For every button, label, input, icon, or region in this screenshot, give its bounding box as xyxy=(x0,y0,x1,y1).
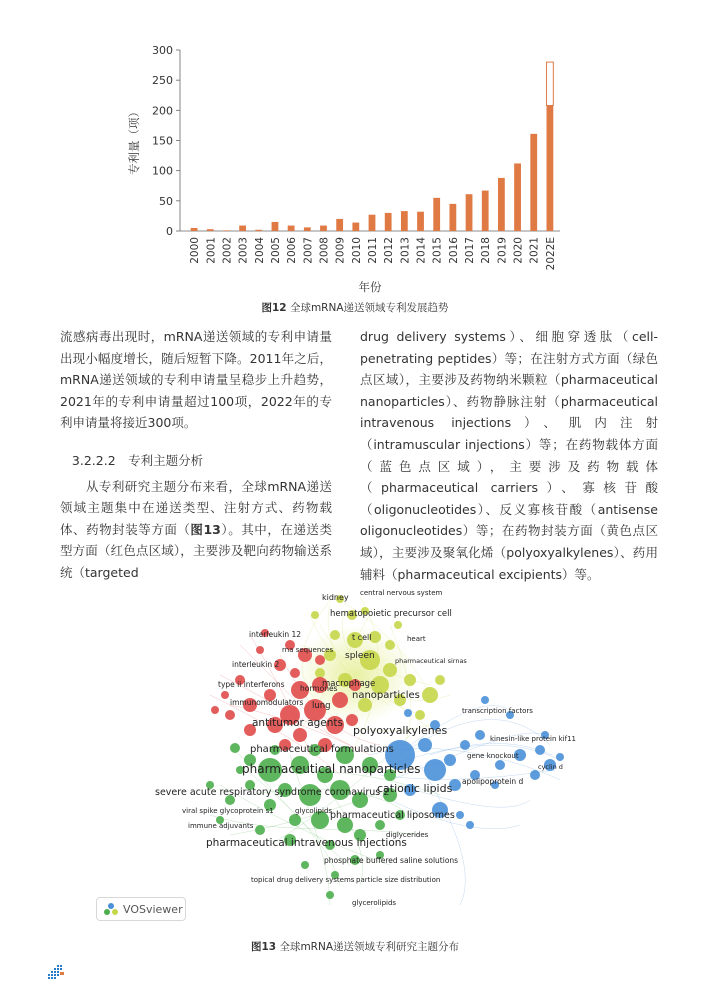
network-node xyxy=(456,811,464,819)
x-axis-label: 年份 xyxy=(358,280,382,294)
x-tick-label: 2018 xyxy=(480,237,493,264)
patent-trend-bar-chart xyxy=(120,35,580,300)
bar xyxy=(401,211,408,231)
node-label-kif11: kinesin-like protein kif11 xyxy=(490,735,576,743)
bar xyxy=(239,226,246,231)
network-node xyxy=(422,687,438,703)
figure12-caption xyxy=(0,300,710,315)
body-right-column xyxy=(360,326,658,585)
node-label-il12: interleukin 12 xyxy=(249,630,302,639)
network-node xyxy=(315,655,325,665)
bar xyxy=(498,178,505,231)
network-node xyxy=(375,820,385,830)
bar xyxy=(482,191,489,231)
network-node xyxy=(225,710,235,720)
node-label-glycolipids: glycolipids xyxy=(295,807,333,815)
network-node xyxy=(289,814,301,826)
y-tick-label: 150 xyxy=(152,134,173,148)
section-heading xyxy=(60,450,332,472)
node-label-glycerolipids: glycerolipids xyxy=(352,899,397,907)
x-tick-label: 2012 xyxy=(383,237,396,264)
network-node xyxy=(530,770,540,780)
network-node xyxy=(556,753,564,761)
x-tick-label: 2019 xyxy=(496,237,509,264)
x-tick-label: 2007 xyxy=(302,237,315,264)
node-label-geneko: gene knockout xyxy=(467,752,519,760)
left-paragraph-2b: ）。其中，在递送类型方面（红色点区域），主要涉及靶向药物输送系统（targeted xyxy=(60,521,332,580)
bar xyxy=(207,229,214,231)
node-label-macrophage: macrophage xyxy=(322,679,376,689)
network-node xyxy=(435,675,445,685)
network-node xyxy=(211,706,219,714)
node-label-cationic: cationic lipids xyxy=(377,782,453,795)
node-label-kidney: kidney xyxy=(322,593,349,602)
body-left-column xyxy=(60,326,332,584)
x-tick-label: 2002 xyxy=(221,237,234,264)
network-node xyxy=(311,611,319,619)
x-tick-label: 2020 xyxy=(512,237,525,264)
x-tick-label: 2016 xyxy=(447,237,460,264)
figure12-caption-label: 图12 xyxy=(261,302,287,314)
network-node xyxy=(481,696,489,704)
bar xyxy=(336,219,343,231)
bar xyxy=(433,198,440,231)
node-label-sars: severe acute respiratory syndrome coronavirus 2 xyxy=(155,787,390,798)
x-tick-label: 2008 xyxy=(318,237,331,264)
x-tick-label: 2015 xyxy=(431,237,444,264)
node-label-lung: lung xyxy=(312,701,331,711)
node-label-piv: pharmaceutical intravenous injections xyxy=(206,837,407,849)
node-label-pnano: pharmaceutical nanoparticles xyxy=(242,762,421,776)
node-label-sirnas: pharmaceutical sirnas xyxy=(395,657,467,665)
left-paragraph-1: 流感病毒出现时，mRNA递送领域的专利申请量出现小幅度增长，随后短暂下降。2011年之后，mRNA递送领域的专利申请量呈稳步上升趋势，2021年的专利申请量超过100项，2022年的专利申请量将接近300项。 xyxy=(60,329,332,431)
y-tick-label: 300 xyxy=(152,44,173,57)
network-node xyxy=(404,674,416,686)
bar xyxy=(352,223,359,231)
network-node xyxy=(404,709,412,717)
bar xyxy=(417,212,424,231)
node-label-diglyc: diglycerides xyxy=(386,831,429,839)
bar xyxy=(466,194,473,231)
right-paragraph: drug delivery systems）、细胞穿透肽（cell-penetrating peptides）等；在注射方式方面（绿色点区域），主要涉及药物纳米颗粒（pharmaceutical nanoparticles）、药物静脉注射（pharmaceutical intravenous injections）、肌内注射（intramuscular injections）等；在药物载体方面（蓝色点区域），主要涉及药物载体（pharmaceutical carriers）、寡核苷酸（oligonucleotides）、反义寡核苷酸（antisense oligonucleotides）等；在药物封装方面（黄色点区域），主要涉及聚氧化烯（polyoxyalkylenes）、药用辅料（pharmaceutical excipients）等。 xyxy=(360,329,658,582)
node-label-il2: interleukin 2 xyxy=(232,660,280,669)
network-node xyxy=(293,728,307,742)
y-tick-label: 200 xyxy=(152,104,173,118)
network-node xyxy=(290,668,300,678)
node-label-cns: central nervous system xyxy=(360,589,443,597)
vosviewer-logo-icon xyxy=(103,902,119,916)
node-label-cyclind: cyclin d xyxy=(538,763,563,771)
network-node xyxy=(444,754,456,766)
x-tick-label: 2022E xyxy=(544,237,557,271)
bar xyxy=(369,215,376,231)
figure13-caption-text: 全球mRNA递送领域专利研究主题分布 xyxy=(276,941,460,953)
node-label-apod: apolipoprotein d xyxy=(462,777,524,786)
network-node xyxy=(256,646,264,654)
figure13-caption xyxy=(0,939,710,954)
bar xyxy=(530,134,537,231)
node-label-psd: particle size distribution xyxy=(356,876,441,884)
node-label-tcell: t cell xyxy=(352,633,372,642)
y-tick-label: 100 xyxy=(152,164,173,178)
node-label-nanoparticles: nanoparticles xyxy=(352,690,420,701)
node-label-antitumor: antitumor agents xyxy=(252,717,344,729)
network-node xyxy=(394,621,402,629)
network-node xyxy=(418,738,432,752)
y-axis-label: 专利量（项） xyxy=(127,106,141,175)
x-tick-label: 2013 xyxy=(399,237,412,264)
network-node xyxy=(301,861,309,869)
x-tick-label: 2001 xyxy=(205,237,218,264)
figure13-caption-label: 图13 xyxy=(250,941,277,953)
node-label-adjuv: immune adjuvants xyxy=(188,822,254,830)
node-label-topical: topical drug delivery systems xyxy=(251,876,355,884)
vosviewer-logo xyxy=(96,897,186,921)
bar xyxy=(288,226,295,231)
node-label-rnaseq: rna sequences xyxy=(282,646,334,654)
x-tick-label: 2005 xyxy=(269,237,282,264)
node-label-immunomod: immunomodulators xyxy=(230,698,304,707)
bar xyxy=(547,106,554,231)
bar xyxy=(385,213,392,231)
network-node xyxy=(383,663,397,677)
node-label-tf: transcription factors xyxy=(462,707,533,715)
network-node xyxy=(475,730,485,740)
bar xyxy=(191,228,198,231)
publisher-logo-icon xyxy=(46,962,66,982)
node-label-heart: heart xyxy=(407,635,426,643)
chart-labels xyxy=(127,44,557,294)
vosviewer-logo-text: VOSviewer xyxy=(123,902,183,916)
network-node xyxy=(330,630,340,640)
network-node xyxy=(460,740,470,750)
bar xyxy=(514,163,521,231)
network-node xyxy=(415,710,425,720)
node-label-plipo: pharmaceutical liposomes xyxy=(330,810,455,821)
x-tick-label: 2003 xyxy=(237,237,250,264)
x-tick-label: 2000 xyxy=(189,237,202,264)
y-tick-label: 0 xyxy=(166,225,173,238)
network-node xyxy=(332,692,348,708)
x-tick-label: 2010 xyxy=(350,237,363,264)
x-tick-label: 2004 xyxy=(253,237,266,264)
node-label-hpc: hematopoietic precursor cell xyxy=(330,609,452,619)
node-label-hormones: hormones xyxy=(300,684,338,693)
figure12-caption-text: 全球mRNA递送领域专利发展趋势 xyxy=(286,302,449,314)
node-label-spleen: spleen xyxy=(345,651,375,661)
section-heading-text: 3.2.2.2 专利主题分析 xyxy=(71,452,204,468)
network-node xyxy=(326,891,334,899)
network-node xyxy=(385,640,395,650)
x-tick-label: 2014 xyxy=(415,237,428,264)
y-tick-label: 50 xyxy=(159,194,173,208)
left-paragraph-2a: 从专利研究主题分布来看，全球mRNA递送领域主题集中在递送类型、注射方式、药物载体、药物封装等方面（ xyxy=(60,478,332,537)
bar xyxy=(449,204,456,231)
network-node xyxy=(424,759,446,781)
node-label-ifn: type ii interferons xyxy=(218,680,285,689)
x-tick-label: 2017 xyxy=(464,237,477,264)
network-node xyxy=(315,668,325,678)
node-label-polyoxy: polyoxyalkylenes xyxy=(353,724,448,737)
x-tick-label: 2021 xyxy=(528,237,541,264)
network-node xyxy=(495,760,505,770)
node-label-pbs: phosphate buffered saline solutions xyxy=(324,856,459,865)
network-node xyxy=(221,691,229,699)
y-tick-label: 250 xyxy=(152,74,173,88)
left-paragraph-2 xyxy=(60,476,332,584)
network-node xyxy=(230,743,240,753)
node-label-pformul: pharmaceutical formulations xyxy=(250,744,394,755)
patent-topic-network-map xyxy=(90,585,590,930)
bar xyxy=(304,227,311,231)
bar xyxy=(255,230,262,231)
network-labels xyxy=(155,589,576,907)
network-node xyxy=(255,825,265,835)
x-tick-label: 2009 xyxy=(334,237,347,264)
figure13-ref: 图13 xyxy=(190,521,221,537)
chart-bars xyxy=(191,62,554,231)
bar xyxy=(223,230,230,231)
bar-estimate xyxy=(547,62,554,105)
network-node xyxy=(466,821,474,829)
x-tick-label: 2006 xyxy=(286,237,299,264)
x-tick-label: 2011 xyxy=(367,237,379,264)
network-node xyxy=(535,745,545,755)
bar xyxy=(272,222,279,231)
node-label-spike: viral spike glycoprotein s1 xyxy=(182,807,274,815)
bar xyxy=(320,226,327,231)
